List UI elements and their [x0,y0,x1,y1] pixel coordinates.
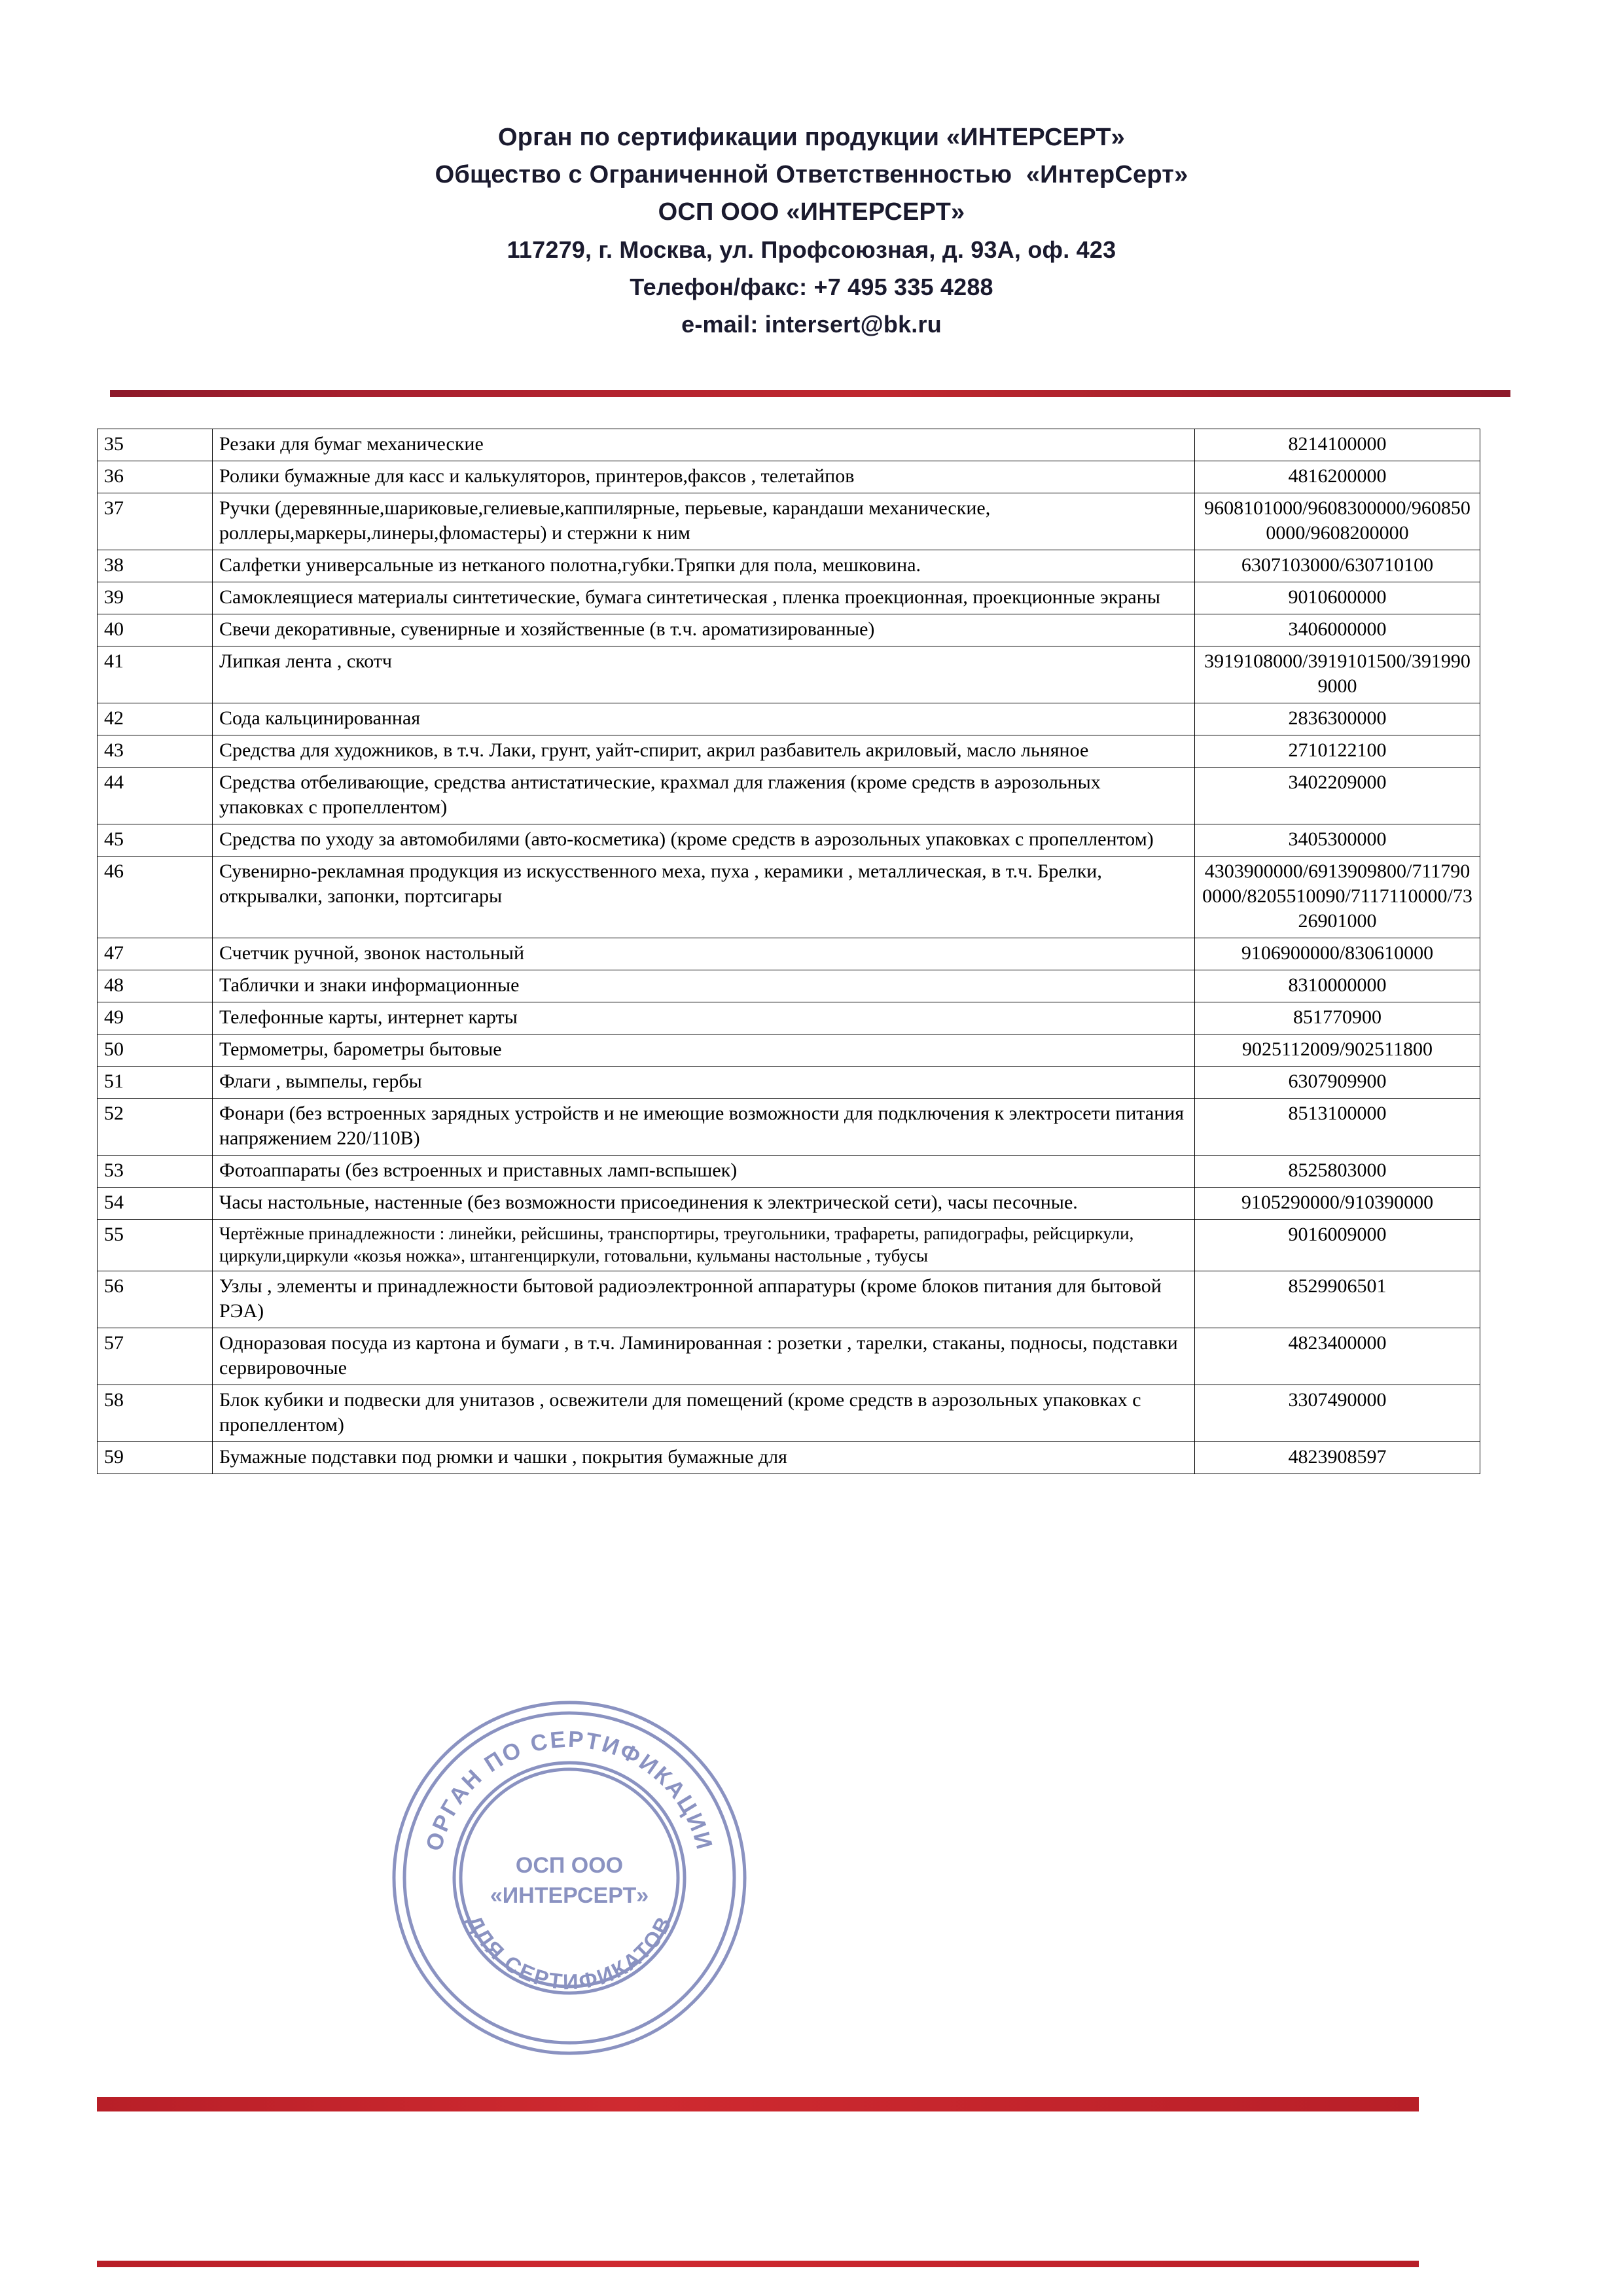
header-line-address: 117279, г. Москва, ул. Профсоюзная, д. 93А, оф. 423 [507,236,1116,263]
row-number: 41 [98,646,213,703]
table-row [98,1220,1480,1271]
row-product-name: Салфетки универсальные из нетканого полотна,губки.Тряпки для пола, мешковина. [213,550,1195,582]
row-product-name: Самоклеящиеся материалы синтетические, бумага синтетическая , пленка проекционная, проекционные экраны [213,582,1195,614]
row-number: 44 [98,768,213,824]
row-number: 43 [98,735,213,768]
table-row [98,938,1480,970]
row-number: 46 [98,857,213,938]
table-row [98,1188,1480,1220]
table-row [98,1067,1480,1099]
table-row [98,1271,1480,1328]
header-line-organization: Орган по сертификации продукции «ИНТЕРСЕРТ» [498,124,1125,151]
table-row [98,1034,1480,1067]
row-tnved-code: 8529906501 [1195,1271,1480,1328]
row-tnved-code: 8214100000 [1195,429,1480,461]
row-tnved-code: 9025112009/902511800 [1195,1034,1480,1067]
header-divider-rule [110,390,1510,397]
row-tnved-code: 4823908597 [1195,1442,1480,1474]
row-product-name: Средства отбеливающие, средства антистатические, крахмал для глажения (кроме средств в аэрозольных упаковках с пропеллентом) [213,768,1195,824]
row-tnved-code: 3402209000 [1195,768,1480,824]
row-product-name: Телефонные карты, интернет карты [213,1002,1195,1034]
row-number: 55 [98,1220,213,1271]
row-tnved-code: 3406000000 [1195,614,1480,646]
row-number: 58 [98,1385,213,1442]
table-row [98,970,1480,1002]
products-table [97,429,1480,1474]
row-product-name: Сода кальцинированная [213,703,1195,735]
header-line-email: e-mail: intersert@bk.ru [681,311,942,338]
row-tnved-code: 8513100000 [1195,1099,1480,1156]
row-number: 56 [98,1271,213,1328]
table-row [98,1385,1480,1442]
row-product-name: Таблички и знаки информационные [213,970,1195,1002]
row-tnved-code: 2836300000 [1195,703,1480,735]
row-number: 49 [98,1002,213,1034]
footer-divider-rule [97,2097,1419,2111]
row-product-name: Часы настольные, настенные (без возможности присоединения к электрической сети), часы песочные. [213,1188,1195,1220]
row-number: 57 [98,1328,213,1385]
table-row [98,1002,1480,1034]
table-row [98,857,1480,938]
table-row [98,703,1480,735]
table-row [98,768,1480,824]
row-tnved-code: 3405300000 [1195,824,1480,857]
row-tnved-code: 9105290000/910390000 [1195,1188,1480,1220]
table-row [98,614,1480,646]
row-product-name: Средства по уходу за автомобилями (авто-косметика) (кроме средств в аэрозольных упаковках с пропеллентом) [213,824,1195,857]
row-number: 54 [98,1188,213,1220]
header-line-phone: Телефон/факс: +7 495 335 4288 [630,274,993,300]
row-product-name: Фотоаппараты (без встроенных и приставных ламп-вспышек) [213,1156,1195,1188]
row-product-name: Фонари (без встроенных зарядных устройств и не имеющие возможности для подключения к электросети питания напряжением 220/110В) [213,1099,1195,1156]
header-line-company: Общество с Ограниченной Ответственностью «ИнтерСерт» [435,161,1188,188]
row-tnved-code: 3919108000/3919101500/3919909000 [1195,646,1480,703]
row-number: 50 [98,1034,213,1067]
row-number: 35 [98,429,213,461]
table-row [98,824,1480,857]
row-product-name: Одноразовая посуда из картона и бумаги , в т.ч. Ламинированная : розетки , тарелки, стаканы, подносы, подставки сервировочные [213,1328,1195,1385]
row-tnved-code: 4823400000 [1195,1328,1480,1385]
table-row [98,1156,1480,1188]
table-row [98,493,1480,550]
row-tnved-code: 8310000000 [1195,970,1480,1002]
row-number: 37 [98,493,213,550]
row-tnved-code: 9608101000/9608300000/9608500000/9608200000 [1195,493,1480,550]
products-table-container [97,429,1472,1474]
row-product-name: Счетчик ручной, звонок настольный [213,938,1195,970]
row-number: 52 [98,1099,213,1156]
table-row [98,461,1480,493]
row-product-name: Средства для художников, в т.ч. Лаки, грунт, уайт-спирит, акрил разбавитель акриловый, масло льняное [213,735,1195,768]
footer-divider-rule-secondary [97,2261,1419,2267]
row-product-name: Резаки для бумаг механические [213,429,1195,461]
row-number: 45 [98,824,213,857]
row-product-name: Сувенирно-рекламная продукция из искусственного меха, пуха , керамики , металлическая, в т.ч. Брелки, открывалки, запонки, портсигары [213,857,1195,938]
certification-stamp [386,1695,753,2061]
row-number: 38 [98,550,213,582]
table-row [98,735,1480,768]
row-product-name: Флаги , вымпелы, гербы [213,1067,1195,1099]
svg-text:«ИНТЕРСЕРТ»: «ИНТЕРСЕРТ» [490,1883,649,1908]
row-tnved-code: 9106900000/830610000 [1195,938,1480,970]
row-number: 51 [98,1067,213,1099]
document-header [0,0,1623,343]
row-tnved-code: 4816200000 [1195,461,1480,493]
row-product-name: Ручки (деревянные,шариковые,гелиевые,каппилярные, перьевые, карандаши механические, роллеры,маркеры,линеры,фломастеры) и стержни к ним [213,493,1195,550]
row-product-name: Свечи декоративные, сувенирные и хозяйственные (в т.ч. ароматизированные) [213,614,1195,646]
table-row [98,1328,1480,1385]
row-number: 36 [98,461,213,493]
row-tnved-code: 2710122100 [1195,735,1480,768]
row-tnved-code: 9016009000 [1195,1220,1480,1271]
row-tnved-code: 851770900 [1195,1002,1480,1034]
table-row [98,550,1480,582]
row-number: 39 [98,582,213,614]
table-row [98,1099,1480,1156]
svg-text:ОРГАН ПО СЕРТИФИКАЦИИ: ОРГАН ПО СЕРТИФИКАЦИИ [421,1726,718,1854]
row-tnved-code: 6307909900 [1195,1067,1480,1099]
row-number: 40 [98,614,213,646]
table-row [98,1442,1480,1474]
table-row [98,429,1480,461]
row-product-name: Узлы , элементы и принадлежности бытовой радиоэлектронной аппаратуры (кроме блоков питания для бытовой РЭА) [213,1271,1195,1328]
row-product-name: Блок кубики и подвески для унитазов , освежители для помещений (кроме средств в аэрозольных упаковках с пропеллентом) [213,1385,1195,1442]
header-line-short-name: ОСП ООО «ИНТЕРСЕРТ» [658,198,965,226]
row-number: 42 [98,703,213,735]
row-number: 48 [98,970,213,1002]
row-product-name: Чертёжные принадлежности : линейки, рейсшины, транспортиры, треугольники, трафареты, рапидографы, рейсциркули, циркули,циркули «козья ножка», штангенциркули, готовальни, кульманы настольные , тубусы [213,1220,1195,1271]
row-product-name: Термометры, барометры бытовые [213,1034,1195,1067]
row-tnved-code: 6307103000/630710100 [1195,550,1480,582]
row-product-name: Ролики бумажные для касс и калькуляторов, принтеров,факсов , телетайпов [213,461,1195,493]
row-product-name: Бумажные подставки под рюмки и чашки , покрытия бумажные для [213,1442,1195,1474]
row-tnved-code: 3307490000 [1195,1385,1480,1442]
row-tnved-code: 9010600000 [1195,582,1480,614]
row-number: 59 [98,1442,213,1474]
svg-text:ДЛЯ СЕРТИФИКАТОВ: ДЛЯ СЕРТИФИКАТОВ [461,1911,677,1994]
table-row [98,646,1480,703]
row-number: 53 [98,1156,213,1188]
row-tnved-code: 8525803000 [1195,1156,1480,1188]
row-tnved-code: 4303900000/6913909800/7117900000/8205510090/7117110000/7326901000 [1195,857,1480,938]
row-number: 47 [98,938,213,970]
row-product-name: Липкая лента , скотч [213,646,1195,703]
table-row [98,582,1480,614]
svg-text:ОСП ООО: ОСП ООО [515,1853,624,1878]
